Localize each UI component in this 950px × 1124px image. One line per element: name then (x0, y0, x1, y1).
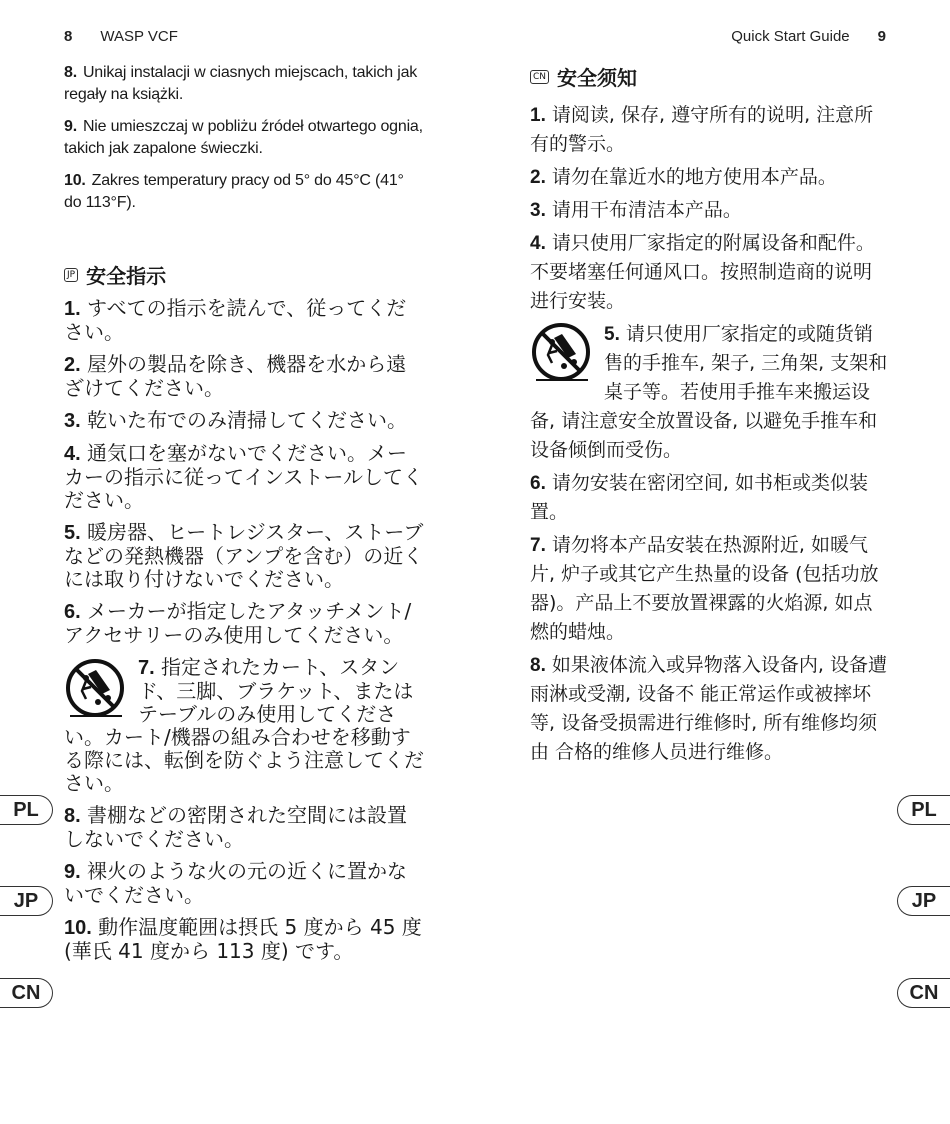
cn-item-7: 7. 请勿将本产品安装在热源附近, 如暖气片, 炉子或其它产生热量的设备 (包括功放器)。产品上不要放置裸露的火焰源, 如点燃的蜡烛。 (530, 534, 879, 643)
cn-item-1: 1. 请阅读, 保存, 遵守所有的说明, 注意所有的警示。 (530, 104, 874, 155)
jp-item-6: 6. メーカーが指定したアタッチメント/アクセサリーのみ使用してください。 (64, 599, 412, 647)
page-number-left: 8 (64, 28, 73, 45)
jp-item-2: 2. 屋外の製品を除き、機器を水から遠ざけてください。 (64, 352, 407, 400)
tab-cn-left[interactable]: CN (0, 978, 53, 1008)
cn-item-2: 2. 请勿在靠近水的地方使用本产品。 (530, 166, 837, 188)
jp-item-1: 1. すべての指示を読んで、従ってください。 (64, 296, 407, 344)
jp-language-tag: JP (64, 268, 78, 282)
tab-jp-left[interactable]: JP (0, 886, 53, 916)
jp-item-4: 4. 通気口を塞がないでください。メーカーの指示に従ってインストールしてください。 (64, 441, 423, 512)
cn-item-5: 5. 请只使用厂家指定的或随货销售的手推车, 架子, 三角架, 支架和桌子等。若使用手推车来搬运设备, 请注意安全放置设备, 以避免手推车和设备倾倒而受伤。 (530, 323, 888, 461)
jp-item-3: 3. 乾いた布でのみ清掃してください。 (64, 408, 408, 432)
pl-item-8: 8. Unikaj instalacji w ciasnych miejscach, takich jak regały na książki. (64, 64, 418, 103)
cn-item-4: 4. 请只使用厂家指定的附属设备和配件。不要堵塞任何通风口。按照制造商的说明进行安装。 (530, 232, 875, 312)
right-column (530, 62, 890, 771)
cn-section-title: CN 安全须知 (530, 62, 890, 91)
guide-title: Quick Start Guide (731, 28, 850, 45)
jp-item-7: 7. 指定されたカート、スタンド、三脚、ブラケット、またはテーブルのみ使用してください。カート/機器の組み合わせを移動する際には、転倒を防ぐよう注意してください。 (64, 655, 424, 795)
cn-item-8: 8. 如果液体流入或异物落入设备内, 设备遭雨淋或受潮, 设备不 能正常运作或被摔坏等, 设备受损需进行维修时, 所有维修均须由 合格的维修人员进行维修。 (530, 654, 887, 763)
left-column (64, 62, 424, 972)
cart-tip-warning-icon (64, 658, 130, 720)
page-header-right (731, 28, 886, 45)
cn-item-3: 3. 请用干布清洁本产品。 (530, 199, 742, 221)
jp-item-8: 8. 書棚などの密閉された空間には設置しないでください。 (64, 803, 408, 851)
page-number-right: 9 (877, 28, 886, 45)
cart-tip-warning-icon (530, 322, 596, 384)
jp-item-10: 10. 動作温度範囲は摂氏 5 度から 45 度 (華氏 41 度から 113 度) です。 (64, 915, 422, 963)
cn-language-tag: CN (530, 70, 549, 84)
tab-pl-right[interactable]: PL (897, 795, 950, 825)
jp-item-9: 9. 裸火のような火の元の近くに置かないでください。 (64, 859, 408, 907)
page-header-left (64, 28, 178, 45)
tab-pl-left[interactable]: PL (0, 795, 53, 825)
pl-item-9: 9. Nie umieszczaj w pobliżu źródeł otwartego ognia, takich jak zapalone świeczki. (64, 118, 423, 157)
cn-item-6: 6. 请勿安装在密闭空间, 如书柜或类似装置。 (530, 472, 868, 523)
jp-section-title: JP 安全指示 (64, 260, 424, 289)
pl-item-10: 10. Zakres temperatury pracy od 5° do 45°C (41° do 113°F). (64, 172, 404, 211)
tab-jp-right[interactable]: JP (897, 886, 950, 916)
jp-item-5: 5. 暖房器、ヒートレジスター、ストーブなどの発熱機器（アンプを含む）の近くには取り付けないでください。 (64, 520, 424, 591)
product-title: WASP VCF (100, 28, 178, 45)
tab-cn-right[interactable]: CN (897, 978, 950, 1008)
